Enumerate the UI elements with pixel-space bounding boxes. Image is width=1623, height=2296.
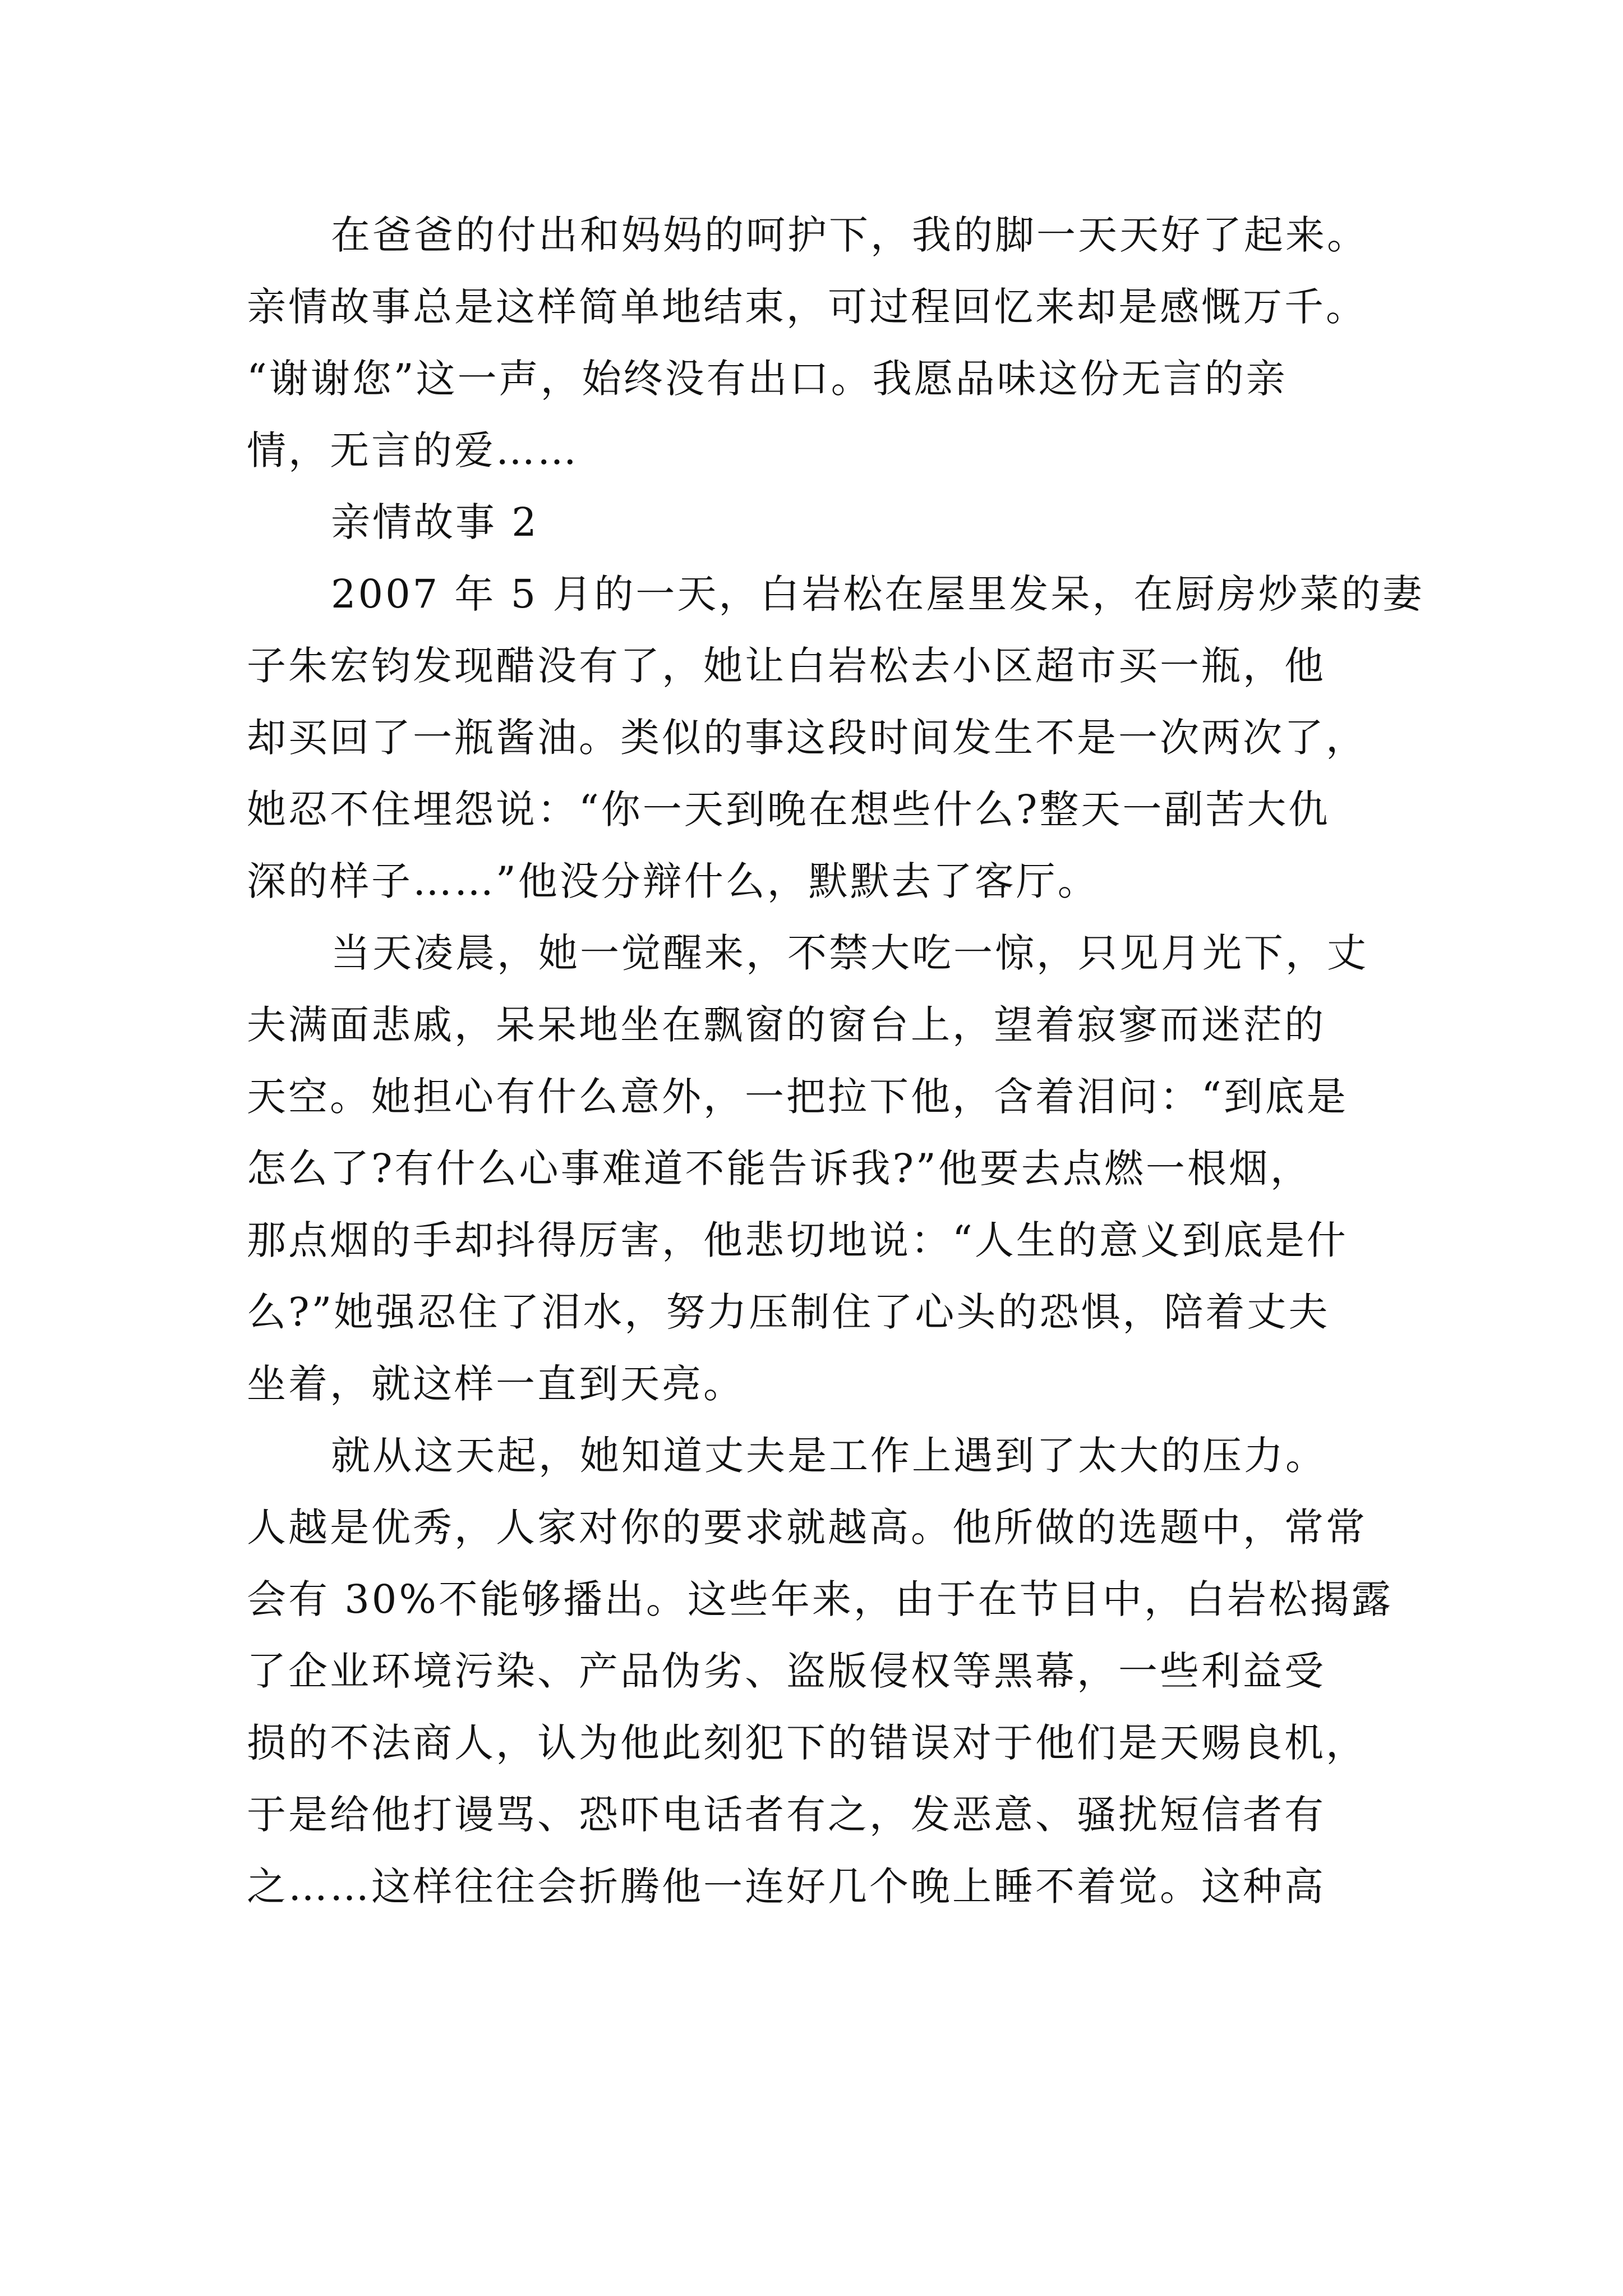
- paragraph-line: 子朱宏钧发现醋没有了，她让白岩松去小区超市买一瓶，他: [247, 643, 1326, 689]
- paragraph-line: 在爸爸的付出和妈妈的呵护下，我的脚一天天好了起来。: [331, 212, 1368, 258]
- paragraph-line: 了企业环境污染、产品伪劣、盗版侵权等黑幕，一些利益受: [247, 1648, 1326, 1694]
- paragraph-line: 2007 年 5 月的一天，白岩松在屋里发呆，在厨房炒菜的妻: [331, 571, 1424, 617]
- paragraph-line: 却买回了一瓶酱油。类似的事这段时间发生不是一次两次了，: [247, 715, 1367, 761]
- paragraph-line: 她忍不住埋怨说：“你一天到晚在想些什么?整天一副苦大仇: [247, 786, 1330, 832]
- paragraph-line: 情，无言的爱……: [247, 427, 579, 473]
- paragraph-line: 坐着，就这样一直到天亮。: [247, 1361, 745, 1407]
- paragraph-line: 天空。她担心有什么意外，一把拉下他，含着泪问：“到底是: [247, 1074, 1348, 1120]
- paragraph-line: 损的不法商人，认为他此刻犯下的错误对于他们是天赐良机，: [247, 1720, 1367, 1766]
- document-body: [247, 199, 1424, 1922]
- paragraph-line: “谢谢您”这一声，始终没有出口。我愿品味这份无言的亲: [247, 356, 1288, 402]
- paragraph-line: 当天凌晨，她一觉醒来，不禁大吃一惊，只见月光下，丈: [331, 930, 1368, 976]
- paragraph-line: 怎么了?有什么心事难道不能告诉我?”他要去点燃一根烟，: [247, 1145, 1312, 1191]
- paragraph-line: 就从这天起，她知道丈夫是工作上遇到了太大的压力。: [331, 1433, 1327, 1479]
- paragraph-line: 夫满面悲戚，呆呆地坐在飘窗的窗台上，望着寂寥而迷茫的: [247, 1002, 1326, 1048]
- section-heading: 亲情故事 2: [331, 499, 539, 545]
- paragraph-line: 么?”她强忍住了泪水，努力压制住了心头的恐惧，陪着丈夫: [247, 1289, 1330, 1335]
- paragraph-line: 深的样子……”他没分辩什么，默默去了客厅。: [247, 858, 1099, 904]
- paragraph-line: 会有 30%不能够播出。这些年来，由于在节目中，白岩松揭露: [247, 1576, 1393, 1622]
- paragraph-line: 于是给他打谩骂、恐吓电话者有之，发恶意、骚扰短信者有: [247, 1792, 1326, 1838]
- paragraph-line: 之……这样往往会折腾他一连好几个晚上睡不着觉。这种高: [247, 1864, 1326, 1910]
- paragraph-line: 那点烟的手却抖得厉害，他悲切地说：“人生的意义到底是什: [247, 1217, 1348, 1263]
- paragraph-line: 人越是优秀，人家对你的要求就越高。他所做的选题中，常常: [247, 1504, 1367, 1550]
- paragraph-line: 亲情故事总是这样简单地结束，可过程回忆来却是感慨万千。: [247, 284, 1367, 330]
